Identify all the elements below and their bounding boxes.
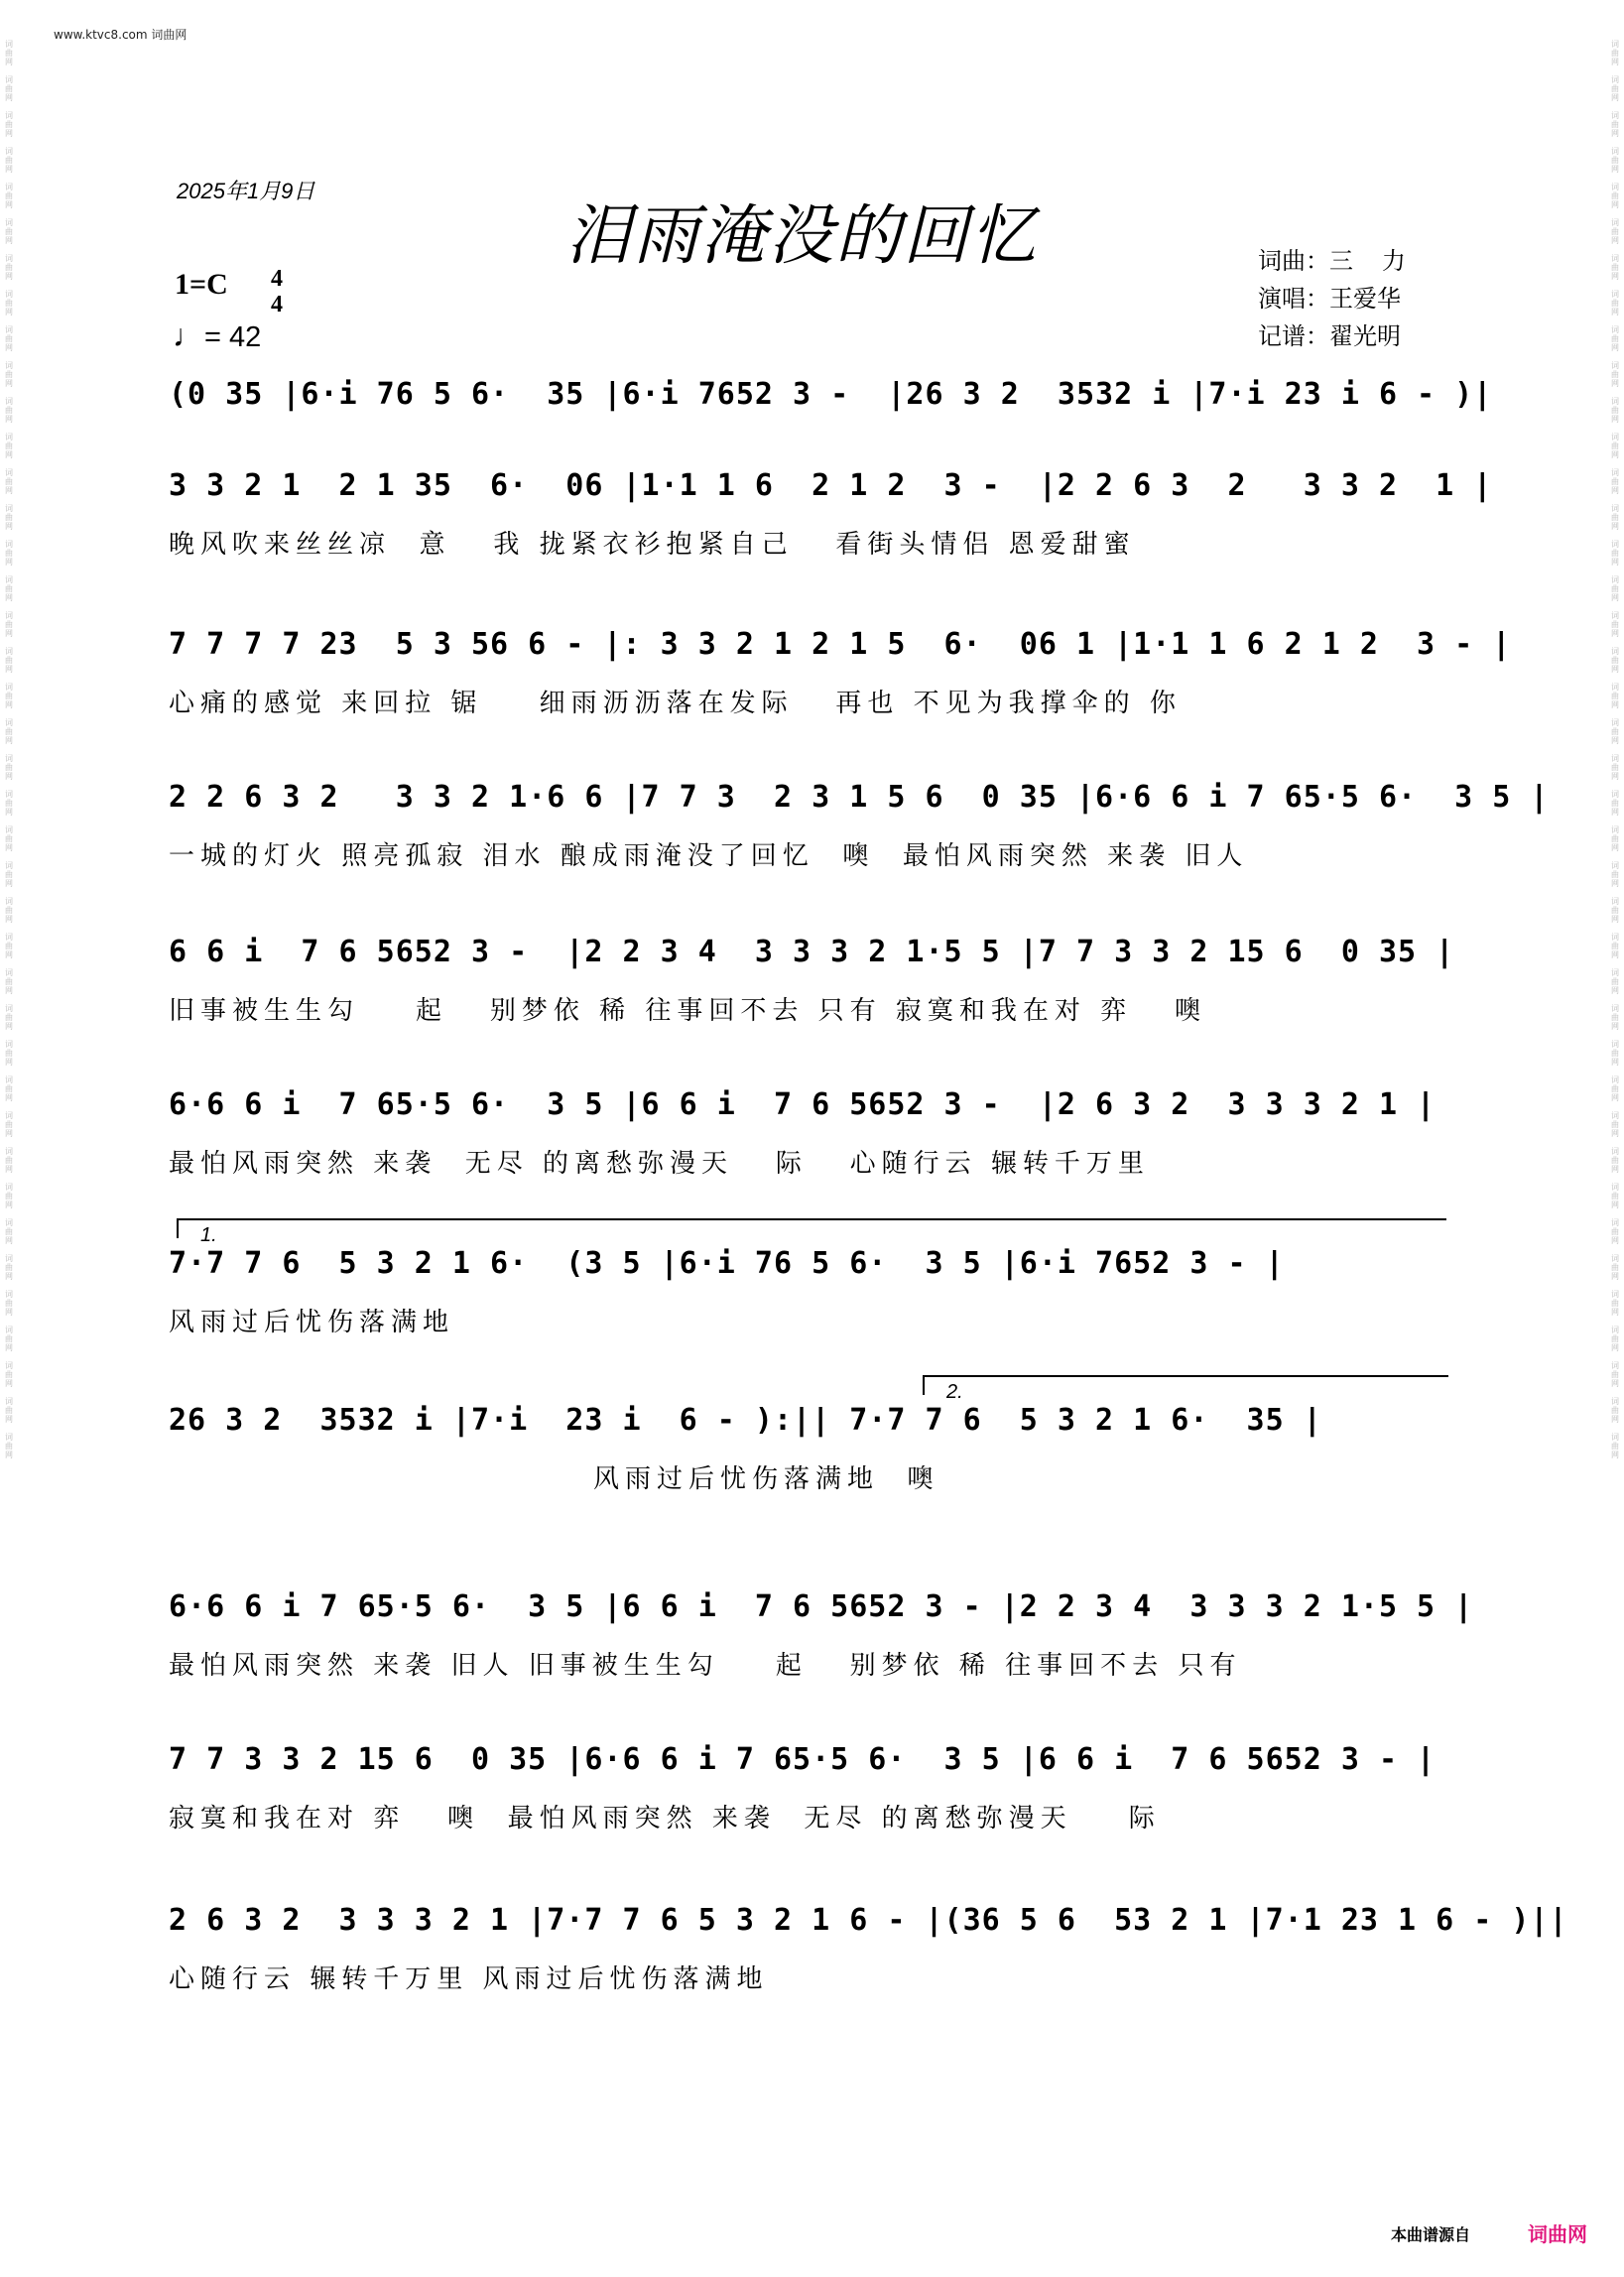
credit-singer: 演唱：王爱华: [1258, 285, 1401, 313]
score-system: [169, 1381, 1448, 1522]
meter-top: 4: [271, 266, 283, 292]
lyrics-line: 最怕风雨突然 来袭 旧人 旧事被生生勾 起 别梦依 稀 往事回不去 只有: [169, 1651, 1242, 1681]
tempo: [173, 317, 261, 354]
lyrics-line: 一城的灯火 照亮孤寂 泪水 酿成雨淹没了回忆 噢 最怕风雨突然 来袭 旧人: [169, 841, 1249, 871]
jianpu-notes: 2 6 3 2 3 3 3 2 1 |7·7 7 6 5 3 2 1 6 - |(36 5 6 53 2 1 |7·1 23 1 6 - )||: [169, 1903, 1568, 1938]
score-system: [169, 935, 1455, 1054]
tempo-value: = 42: [204, 321, 262, 353]
jianpu-notes: 2 2 6 3 2 3 3 2 1·6 6 |7 7 3 2 3 1 5 6 0 35 |6·6 6 i 7 65·5 6· 3 5 |: [169, 780, 1550, 815]
jianpu-notes: 7 7 7 7 23 5 3 56 6 - |: 3 3 2 1 2 1 5 6· 06 1 |1·1 1 6 2 1 2 3 - |: [169, 627, 1512, 662]
volta-bracket: [177, 1218, 1446, 1246]
page-title: 泪雨淹没的回忆: [565, 197, 1038, 274]
score-system: [169, 468, 1493, 587]
volta-number: 1.: [200, 1224, 217, 1246]
score-system: [169, 1903, 1568, 2022]
lyrics-line: 心痛的感觉 来回拉 锯 细雨沥沥落在发际 再也 不见为我撑伞的 你: [169, 689, 1182, 718]
footer-brand: 词曲网: [1528, 2222, 1587, 2246]
jianpu-notes: 7 7 3 3 2 15 6 0 35 |6·6 6 i 7 65·5 6· 3 5 |6 6 i 7 6 5652 3 - |: [169, 1742, 1437, 1777]
lyrics-line: 晚风吹来丝丝凉 意 我 拢紧衣衫抱紧自己 看街头情侣 恩爱甜蜜: [169, 530, 1136, 560]
lyrics-line: 寂寞和我在对 弈 噢 最怕风雨突然 来袭 无尽 的离愁弥漫天 际: [169, 1804, 1161, 1834]
lyrics-line: 风雨过后忧伤落满地: [169, 1308, 455, 1337]
volta-bracket: [923, 1375, 1448, 1403]
credit-transcriber: 记谱：翟光明: [1258, 322, 1401, 350]
volta-number: 2.: [946, 1381, 963, 1403]
score-system: [169, 1589, 1474, 1708]
jianpu-notes: 6·6 6 i 7 65·5 6· 3 5 |6 6 i 7 6 5652 3 - |2 2 3 4 3 3 3 2 1·5 5 |: [169, 1589, 1474, 1624]
left-edge-watermark: 词 曲 网 词 曲 网 词 曲 网 词 曲 网 词 曲 网 词 曲 网 词 曲 网 词 曲 网 词 曲 网 词 曲 网 词 曲 网 词 曲 网 词 曲 网 词 曲 网 词 曲 网 词 曲 网 词 曲 网 词 曲 网 词 曲 网 词 曲 网 词 曲 网 词 曲 网 词 曲 网 词 曲 网 词 曲 网 词 曲 网 词 曲 网 词 曲 网 词 曲 网 词 曲 网 词 曲 网 词 曲 网 词 曲 网 词 曲 网 词 曲 网 词 曲 网 词 曲 网 词 曲 网 词 曲 网 词 曲 网: [5, 40, 13, 1459]
lyrics-line: 风雨过后忧伤落满地 噢: [169, 1464, 939, 1494]
site-url: www.ktvc8.com 词曲网: [54, 28, 187, 42]
score-system: [169, 780, 1550, 899]
jianpu-notes: (0 35 |6·i 76 5 6· 35 |6·i 7652 3 - |26 3 2 3532 i |7·i 23 i 6 - )|: [169, 377, 1493, 412]
date: 2025年1月9日: [177, 179, 315, 203]
lyrics-line: 旧事被生生勾 起 别梦依 稀 往事回不去 只有 寂寞和我在对 弈 噢: [169, 996, 1206, 1026]
jianpu-notes: 6 6 i 7 6 5652 3 - |2 2 3 4 3 3 3 2 1·5 5 |7 7 3 3 2 15 6 0 35 |: [169, 935, 1455, 969]
score-system: [169, 1224, 1448, 1365]
key-signature: 1=C: [175, 268, 228, 301]
jianpu-notes: 6·6 6 i 7 65·5 6· 3 5 |6 6 i 7 6 5652 3 - |2 6 3 2 3 3 3 2 1 |: [169, 1087, 1437, 1122]
jianpu-notes: 26 3 2 3532 i |7·i 23 i 6 - ):|| 7·7 7 6 5 3 2 1 6· 35 |: [169, 1403, 1322, 1438]
volta-tick: [177, 1220, 179, 1238]
credit-lyricist: 词曲：三 力: [1258, 247, 1406, 275]
score-system: [169, 627, 1512, 746]
lyrics-line: 最怕风雨突然 来袭 无尽 的离愁弥漫天 际 心随行云 辗转千万里: [169, 1149, 1150, 1179]
jianpu-notes: 7·7 7 6 5 3 2 1 6· (3 5 |6·i 76 5 6· 3 5 |6·i 7652 3 - |: [169, 1246, 1285, 1281]
jianpu-notes: 3 3 2 1 2 1 35 6· 06 |1·1 1 6 2 1 2 3 - |2 2 6 3 2 3 3 2 1 |: [169, 468, 1493, 503]
right-edge-watermark: 词 曲 网 词 曲 网 词 曲 网 词 曲 网 词 曲 网 词 曲 网 词 曲 网 词 曲 网 词 曲 网 词 曲 网 词 曲 网 词 曲 网 词 曲 网 词 曲 网 词 曲 网 词 曲 网 词 曲 网 词 曲 网 词 曲 网 词 曲 网 词 曲 网 词 曲 网 词 曲 网 词 曲 网 词 曲 网 词 曲 网 词 曲 网 词 曲 网 词 曲 网 词 曲 网 词 曲 网 词 曲 网 词 曲 网 词 曲 网 词 曲 网 词 曲 网 词 曲 网 词 曲 网 词 曲 网 词 曲 网: [1611, 40, 1619, 1459]
quarter-note-icon: ♩: [173, 317, 204, 353]
score-system: [169, 1087, 1448, 1206]
lyrics-line: 心随行云 辗转千万里 风雨过后忧伤落满地: [169, 1964, 769, 1994]
time-signature: [262, 266, 292, 317]
meter-bottom: 4: [271, 292, 283, 317]
volta-tick: [923, 1377, 925, 1395]
footer-source: 本曲谱源自: [1391, 2225, 1471, 2244]
credits: [1258, 242, 1406, 355]
score-system: [169, 1742, 1448, 1861]
